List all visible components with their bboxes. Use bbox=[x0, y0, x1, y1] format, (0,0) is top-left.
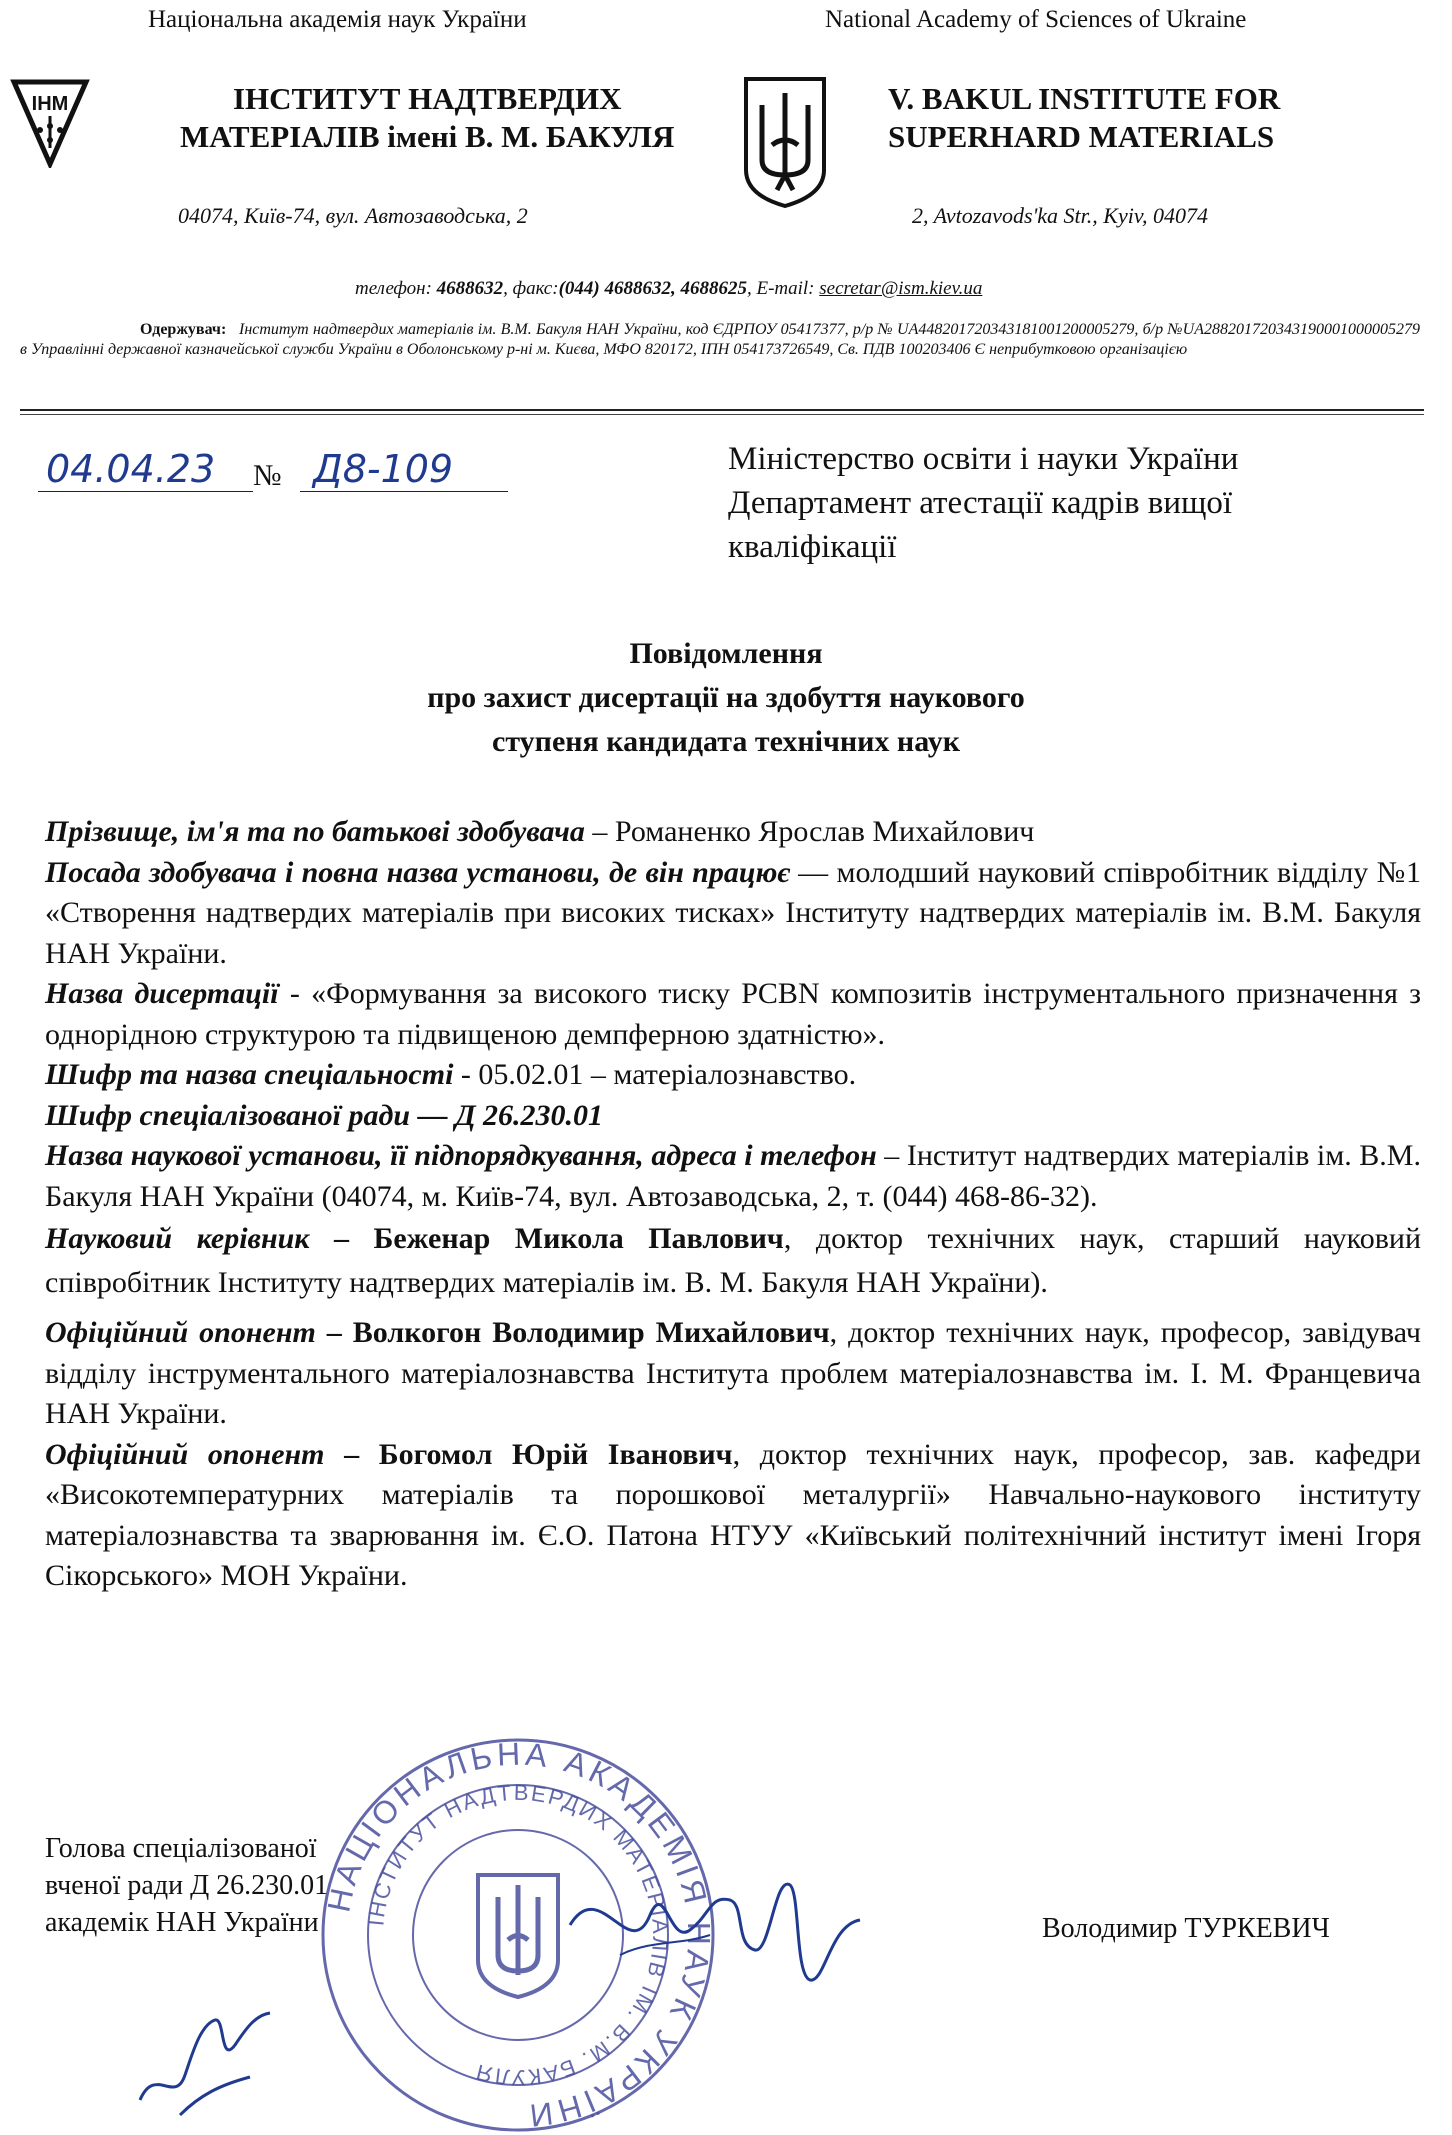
stamp-trident-icon bbox=[478, 1875, 558, 1997]
academy-name-en: National Academy of Sciences of Ukraine bbox=[825, 6, 1247, 33]
phone-value: 4688632 bbox=[436, 278, 504, 299]
notice-title-line2: про захист дисертації на здобуття наукового bbox=[427, 681, 1025, 714]
chair-title-line1: Голова спеціалізованої bbox=[45, 1833, 317, 1864]
specialty: Шифр та назва спеціальності - 05.02.01 – матеріалознавство. bbox=[45, 1058, 857, 1091]
notice-body bbox=[45, 812, 1421, 1597]
chair-signature bbox=[560, 1855, 870, 1995]
chair-title-line2: вченої ради Д 26.230.01 bbox=[45, 1870, 329, 1901]
institute-title-ua-line2: МАТЕРІАЛІВ імені В. М. БАКУЛЯ bbox=[180, 119, 675, 154]
recipient-text: Інститут надтвердих матеріалів ім. В.М. Бакуля НАН України, код ЄДРПОУ 05417377, р/р № UA448201720343181001200005279, б/р №UA288201720343190001000005279 в Управлінні державної казначейської служби України в Оболонському р-ні м. Києва, МФО 820172, ІПН 054173726549, Св. ПДВ 100203406 Є неприбутковою організацією bbox=[20, 321, 1420, 358]
opponent-2: Офіційний опонент – Богомол Юрій Іванович, доктор технічних наук, професор, зав. кафедри «Високотемпературних матеріалів та порошкової металургії» Навчально-наукового інституту матеріалознавства та зварювання ім. Є.О. Патона НТУУ «Київський політехнічний інститут імені Ігоря Сікорського» МОН України. bbox=[45, 1437, 1421, 1592]
addressee-line1: Міністерство освіти і науки України bbox=[728, 441, 1239, 477]
header-divider bbox=[20, 409, 1424, 411]
council-chair-title bbox=[45, 1830, 328, 1941]
notice-title-line1: Повідомлення bbox=[629, 637, 823, 670]
fax-value: (044) 4688632, 4688625 bbox=[558, 278, 747, 299]
phone-label: телефон: bbox=[355, 278, 432, 299]
stamp-outer-text: НАЦІОНАЛЬНА АКАДЕМІЯ НАУК УКРАЇНИ bbox=[320, 1735, 718, 2135]
header-divider-thin bbox=[20, 414, 1424, 415]
applicant-position: Посада здобувача і повна назва установи, де він працює — молодший науковий співробітник відділу №1 «Створення надтвердих матеріалів при високих тисках» Інституту надтвердих матеріалів ім. В.М. Бакуля НАН України. bbox=[45, 855, 1422, 970]
email-link[interactable]: secretar@ism.kiev.ua bbox=[819, 278, 983, 299]
addressee bbox=[728, 437, 1238, 569]
address-en: 2, Avtozavods'ka Str., Kyiv, 04074 bbox=[912, 203, 1208, 228]
email-label: , E-mail: bbox=[746, 278, 815, 299]
notice-title-line3: ступеня кандидата технічних наук bbox=[492, 725, 960, 758]
signer-name: Володимир ТУРКЕВИЧ bbox=[1042, 1913, 1330, 1944]
fax-label: , факс: bbox=[503, 278, 559, 299]
reference-number-label: № bbox=[253, 459, 282, 492]
dissertation-title: Назва дисертації - «Формування за високого тиску PCBN композитів інструментального призначення з однорідною структурою та підвищеною демпферною здатністю». bbox=[45, 977, 1421, 1051]
address-ua: 04074, Київ-74, вул. Автозаводська, 2 bbox=[178, 203, 528, 228]
institute-title-en-line2: SUPERHARD MATERIALS bbox=[888, 119, 1275, 154]
contacts-line bbox=[355, 278, 982, 300]
addressee-line2: Департамент атестації кадрів вищої bbox=[728, 485, 1233, 521]
coat-of-arms-icon bbox=[742, 75, 828, 210]
opponent-1: Офіційний опонент – Волкогон Володимир Михайлович, доктор технічних наук, професор, завідувач відділу інструментального матеріалознавства Інститута проблем матеріалознавства ім. І. М. Францевича НАН України. bbox=[45, 1316, 1421, 1430]
stamp-inner-text: ІНСТИТУТ НАДТВЕРДИХ МАТЕРІАЛІВ ІМ. В.М. БАКУЛЯ bbox=[363, 1779, 674, 2091]
chair-title-line3: академік НАН України bbox=[45, 1907, 319, 1938]
institute-logo bbox=[10, 78, 90, 168]
council-code: Шифр спеціалізованої ради — Д 26.230.01 bbox=[45, 1098, 604, 1132]
notice-title bbox=[0, 632, 1452, 764]
institute-title-ua bbox=[180, 80, 674, 156]
institute-title-en bbox=[888, 80, 1280, 156]
recipient-label: Одержувач: bbox=[140, 321, 227, 338]
supervisor: Науковий керівник – Беженар Микола Павлович, доктор технічних наук, старший науковий співробітник Інституту надтвердих матеріалів ім. В. М. Бакуля НАН України). bbox=[45, 1222, 1422, 1299]
institute-title-ua-line1: ІНСТИТУТ НАДТВЕРДИХ bbox=[232, 81, 622, 116]
addressee-line3: кваліфікації bbox=[728, 529, 897, 565]
institute-title-en-line1: V. BAKUL INSTITUTE FOR bbox=[888, 81, 1281, 116]
secondary-signature bbox=[130, 2005, 280, 2123]
institution-details: Назва наукової установи, її підпорядкування, адреса і телефон – Інститут надтвердих матеріалів ім. В.М. Бакуля НАН України (04074, м. Київ-74, вул. Автозаводська, 2, т. (044) 468-86-32). bbox=[45, 1139, 1421, 1213]
reference-date: 04.04.23 bbox=[46, 447, 216, 491]
academy-name-ua: Національна академія наук України bbox=[148, 6, 527, 33]
recipient-details bbox=[20, 320, 1420, 360]
reference-line bbox=[38, 447, 508, 497]
applicant-name: Прізвище, ім'я та по батькові здобувача – Романенко Ярослав Михайлович bbox=[45, 815, 1035, 848]
logo-text: ІНМ bbox=[31, 93, 69, 115]
reference-number: Д8-109 bbox=[313, 447, 454, 491]
